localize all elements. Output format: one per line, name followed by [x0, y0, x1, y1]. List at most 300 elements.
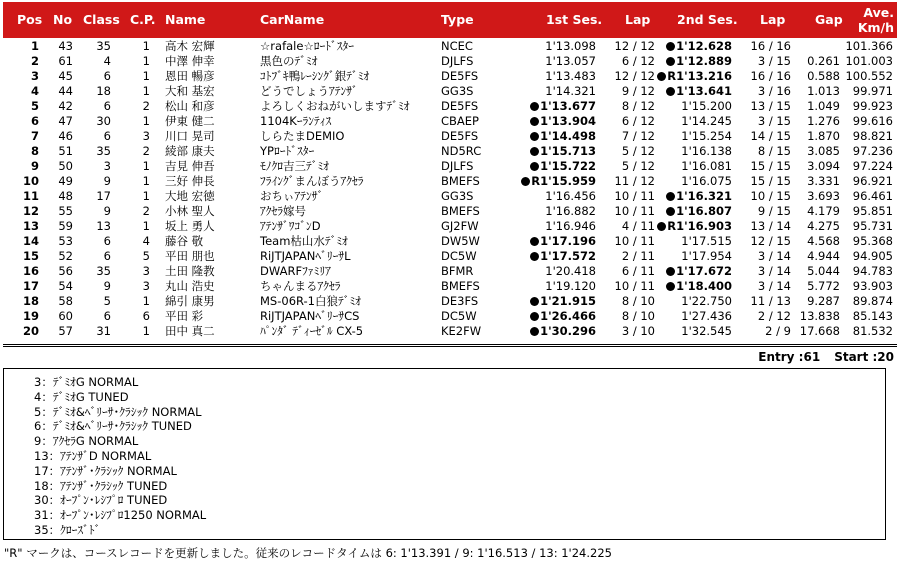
table-row: [3, 309, 897, 324]
cell-average-speed: 94.905: [852, 249, 893, 263]
cell-class: 17: [96, 189, 111, 203]
cell-pos: 6: [30, 114, 39, 128]
header-1st-session: 1st Ses.: [546, 12, 603, 27]
cell-2nd-session: [643, 69, 732, 84]
cell-lap-1: 10 / 11: [614, 204, 655, 218]
record-marker: R: [531, 174, 541, 188]
cell-cp: 1: [142, 84, 150, 98]
cell-carname: MS-06R-1白狼ﾃﾞﾐｵ: [260, 294, 361, 308]
entry-summary: [744, 350, 894, 364]
cell-type: GG3S: [441, 84, 474, 98]
cell-1st-session: 1'15.722: [501, 159, 596, 174]
class-note-item: 5：ﾃﾞﾐｵ&ﾍﾞﾘｰｻ･ｸﾗｼｯｸ NORMAL: [34, 404, 202, 419]
cell-2nd-session: 1'12.889: [643, 54, 732, 69]
class-notes-box: [3, 368, 886, 540]
cell-lap-2: 15 / 15: [750, 159, 791, 173]
cell-1st-session: 1'17.196: [501, 234, 596, 249]
cell-lap-1: 6 / 12: [621, 114, 655, 128]
cell-lap-2: 3 / 16: [757, 84, 791, 98]
cell-gap: 17.668: [799, 324, 840, 338]
cell-no: 50: [58, 159, 73, 173]
cell-lap-2: 2 / 12: [757, 309, 791, 323]
cell-cp: 1: [142, 114, 150, 128]
cell-carname: ﾓﾉｸﾛ吉三ﾃﾞﾐｵ: [260, 159, 329, 173]
cell-name: 綾部 康夫: [165, 144, 215, 158]
class-note-item: 6：ﾃﾞﾐｵ&ﾍﾞﾘｰｻ･ｸﾗｼｯｸ TUNED: [34, 419, 192, 434]
cell-1st-session: 1'17.572: [501, 249, 596, 264]
cell-lap-1: 10 / 11: [614, 279, 655, 293]
cell-cp: 3: [142, 264, 150, 278]
cell-average-speed: 95.368: [852, 234, 893, 248]
cell-class: 4: [103, 54, 111, 68]
cell-lap-2: 3 / 14: [757, 279, 791, 293]
cell-carname: 1104Kｰﾗﾝﾃｨｽ: [260, 114, 332, 128]
cell-gap: 3.693: [807, 189, 840, 203]
cell-average-speed: 96.921: [852, 174, 893, 188]
cell-lap-2: 9 / 15: [757, 204, 791, 218]
cell-2nd-session: 1'12.628: [643, 39, 732, 54]
header-cp: C.P.: [130, 12, 156, 27]
table-row: [3, 69, 897, 84]
header-ave-line1: Ave.: [863, 5, 894, 20]
cell-average-speed: 99.923: [852, 99, 893, 113]
cell-carname: DWARFﾌｧﾐﾘｱ: [260, 264, 331, 278]
table-row: [3, 219, 897, 234]
cell-cp: 6: [142, 309, 150, 323]
table-row: [3, 324, 897, 339]
cell-2nd-session: 1'16.807: [643, 204, 732, 219]
header-carname: CarName: [260, 12, 325, 27]
cell-pos: 7: [30, 129, 39, 143]
cell-cp: 1: [142, 54, 150, 68]
class-note-item: 31：ｵｰﾌﾟﾝ･ﾚｼﾌﾟﾛ1250 NORMAL: [34, 508, 207, 523]
cell-cp: 4: [142, 234, 150, 248]
cell-lap-1: 8 / 12: [621, 99, 655, 113]
session-time: 1'13.216: [676, 69, 732, 83]
table-row: [3, 264, 897, 279]
cell-lap-2: 16 / 16: [750, 69, 791, 83]
cell-lap-1: 8 / 10: [621, 309, 655, 323]
cell-class: 5: [103, 294, 111, 308]
cell-lap-1: 9 / 12: [621, 84, 655, 98]
cell-no: 53: [58, 234, 73, 248]
cell-class: 18: [96, 84, 111, 98]
cell-name: 平田 朋也: [165, 249, 215, 263]
cell-no: 43: [58, 39, 73, 53]
cell-average-speed: 98.821: [852, 129, 893, 143]
cell-name: 坂上 勇人: [165, 219, 215, 233]
cell-lap-2: 13 / 14: [750, 219, 791, 233]
table-row: [3, 84, 897, 99]
table-row: [3, 294, 897, 309]
cell-average-speed: 94.783: [852, 264, 893, 278]
cell-gap: 5.772: [807, 279, 840, 293]
cell-type: GG3S: [441, 189, 474, 203]
cell-gap: 13.838: [799, 309, 840, 323]
cell-cp: 2: [142, 204, 150, 218]
session-time: 1'16.903: [676, 219, 732, 233]
cell-lap-2: 8 / 15: [757, 144, 791, 158]
cell-class: 6: [103, 234, 111, 248]
cell-no: 57: [58, 324, 73, 338]
cell-carname: RiJTJAPANﾍﾞﾘｰｻL: [260, 249, 351, 263]
cell-class: 6: [103, 99, 111, 113]
cell-gap: 4.568: [807, 234, 840, 248]
cell-carname: 黒色のﾃﾞﾐｵ: [260, 54, 318, 68]
cell-name: 中澤 伸幸: [165, 54, 215, 68]
cell-name: 平田 彩: [165, 309, 204, 323]
cell-1st-session: 1'14.498: [501, 129, 596, 144]
class-note-item: 4：ﾃﾞﾐｵG TUNED: [34, 389, 129, 404]
cell-2nd-session: 1'16.075: [681, 174, 732, 188]
cell-pos: 20: [22, 324, 39, 338]
class-note-item: 13：ｱﾃﾝｻﾞD NORMAL: [34, 448, 152, 463]
cell-gap: 1.049: [807, 99, 840, 113]
cell-name: 高木 宏輝: [165, 39, 215, 53]
cell-class: 9: [103, 204, 111, 218]
cell-class: 6: [103, 309, 111, 323]
cell-type: CBAEP: [441, 114, 479, 128]
cell-pos: 9: [30, 159, 39, 173]
cell-carname: ｺﾄﾌﾞｷ鴨ﾚｰｼﾝｸﾞ銀ﾃﾞﾐｵ: [260, 69, 370, 83]
cell-type: DC5W: [441, 249, 477, 263]
cell-average-speed: 95.851: [852, 204, 893, 218]
cell-lap-1: 5 / 12: [621, 159, 655, 173]
start-count: Start :20: [834, 350, 894, 364]
cell-pos: 1: [30, 39, 39, 53]
cell-2nd-session: 1'16.321: [643, 189, 732, 204]
header-pos: Pos: [17, 12, 43, 27]
cell-lap-2: 13 / 15: [750, 99, 791, 113]
header-type: Type: [441, 12, 474, 27]
header-no: No: [53, 12, 73, 27]
header-lap-1: Lap: [625, 12, 651, 27]
cell-average-speed: 85.143: [852, 309, 893, 323]
cell-1st-session: 1'13.057: [545, 54, 596, 68]
cell-1st-session: 1'16.456: [545, 189, 596, 203]
cell-class: 31: [96, 324, 111, 338]
cell-carname: YPﾛｰﾄﾞｽﾀｰ: [260, 144, 315, 158]
cell-gap: 3.094: [807, 159, 840, 173]
cell-type: DW5W: [441, 234, 480, 248]
cell-pos: 2: [30, 54, 39, 68]
cell-type: DC5W: [441, 309, 477, 323]
cell-average-speed: 101.366: [845, 39, 893, 53]
cell-lap-1: 12 / 12: [614, 39, 655, 53]
table-row: [3, 39, 897, 54]
cell-2nd-session: 1'22.750: [681, 294, 732, 308]
cell-2nd-session: 1'14.245: [681, 114, 732, 128]
cell-1st-session: 1'16.882: [545, 204, 596, 218]
cell-pos: 11: [22, 189, 39, 203]
cell-pos: 5: [30, 99, 39, 113]
cell-cp: 1: [142, 294, 150, 308]
cell-1st-session: 1'13.483: [545, 69, 596, 83]
cell-name: 恩田 暢彦: [165, 69, 215, 83]
table-row: [3, 114, 897, 129]
cell-lap-2: 12 / 15: [750, 234, 791, 248]
cell-no: 51: [58, 144, 73, 158]
cell-pos: 4: [30, 84, 39, 98]
cell-type: BFMR: [441, 264, 474, 278]
cell-lap-2: 14 / 15: [750, 129, 791, 143]
cell-2nd-session: 1'16.138: [681, 144, 732, 158]
cell-type: KE2FW: [441, 324, 482, 338]
cell-cp: 1: [142, 189, 150, 203]
cell-class: 9: [103, 174, 111, 188]
cell-lap-1: 5 / 12: [621, 144, 655, 158]
cell-no: 47: [58, 114, 73, 128]
cell-lap-1: 7 / 12: [621, 129, 655, 143]
class-note-item: 35：ｸﾛｰｽﾞﾄﾞ: [34, 522, 101, 537]
cell-pos: 10: [22, 174, 39, 188]
cell-cp: 1: [142, 174, 150, 188]
cell-class: 30: [96, 114, 111, 128]
cell-1st-session: 1'15.713: [501, 144, 596, 159]
cell-gap: 9.287: [807, 294, 840, 308]
cell-pos: 15: [22, 249, 39, 263]
cell-2nd-session: [643, 219, 732, 234]
cell-lap-1: 8 / 10: [621, 294, 655, 308]
header-name: Name: [165, 12, 206, 27]
cell-name: 丸山 浩史: [165, 279, 215, 293]
table-divider: [3, 344, 897, 345]
record-marker: R: [667, 219, 677, 233]
cell-lap-2: 15 / 15: [750, 174, 791, 188]
cell-type: DE5FS: [441, 69, 479, 83]
cell-2nd-session: 1'17.515: [681, 234, 732, 248]
table-row: [3, 99, 897, 114]
cell-pos: 16: [22, 264, 39, 278]
cell-name: 綿引 康男: [165, 294, 215, 308]
cell-no: 54: [58, 279, 73, 293]
cell-lap-1: 3 / 10: [621, 324, 655, 338]
cell-name: 土田 隆教: [165, 264, 215, 278]
header-lap-2: Lap: [760, 12, 786, 27]
cell-name: 三好 伸長: [165, 174, 215, 188]
cell-cp: 1: [142, 324, 150, 338]
class-note-item: 17：ｱﾃﾝｻﾞ･ｸﾗｼｯｸ NORMAL: [34, 463, 177, 478]
class-note-item: 9：ｱｸｾﾗG NORMAL: [34, 434, 139, 449]
cell-average-speed: 93.903: [852, 279, 893, 293]
cell-class: 9: [103, 279, 111, 293]
cell-type: DE3FS: [441, 294, 479, 308]
cell-pos: 17: [22, 279, 39, 293]
cell-gap: 1.870: [807, 129, 840, 143]
cell-cp: 3: [142, 279, 150, 293]
cell-class: 3: [103, 159, 111, 173]
cell-cp: 2: [142, 99, 150, 113]
cell-1st-session: 1'13.677: [501, 99, 596, 114]
cell-name: 小林 聖人: [165, 204, 215, 218]
cell-pos: 18: [22, 294, 39, 308]
cell-gap: 0.261: [807, 54, 840, 68]
cell-lap-1: 6 / 11: [621, 264, 655, 278]
cell-average-speed: 101.003: [845, 54, 893, 68]
class-notes-list: [4, 369, 885, 538]
cell-gap: 0.588: [807, 69, 840, 83]
cell-no: 42: [58, 99, 73, 113]
cell-average-speed: 81.532: [852, 324, 893, 338]
cell-average-speed: 97.236: [852, 144, 893, 158]
cell-cp: 3: [142, 129, 150, 143]
cell-pos: 8: [30, 144, 39, 158]
cell-no: 46: [58, 129, 73, 143]
cell-1st-session: 1'20.418: [545, 264, 596, 278]
cell-no: 58: [58, 294, 73, 308]
cell-name: 伊東 健二: [165, 114, 215, 128]
cell-lap-1: 10 / 11: [614, 189, 655, 203]
cell-no: 61: [58, 54, 73, 68]
cell-1st-session: 1'30.296: [501, 324, 596, 339]
cell-2nd-session: 1'27.436: [681, 309, 732, 323]
table-row: [3, 204, 897, 219]
cell-1st-session: 1'16.946: [545, 219, 596, 233]
cell-carname: おちぃｱﾃﾝｻﾞ: [260, 189, 324, 203]
cell-type: DJLFS: [441, 159, 474, 173]
cell-name: 松山 和彦: [165, 99, 215, 113]
table-row: [3, 249, 897, 264]
cell-no: 56: [58, 264, 73, 278]
cell-2nd-session: 1'16.081: [681, 159, 732, 173]
cell-name: 吉見 伸吾: [165, 159, 215, 173]
cell-type: DE5FS: [441, 99, 479, 113]
record-marker: R: [667, 69, 677, 83]
cell-type: BMEFS: [441, 279, 480, 293]
cell-carname: ｱﾃﾝｻﾞﾜｺﾞﾝD: [260, 219, 321, 233]
table-row: [3, 129, 897, 144]
cell-class: 35: [96, 39, 111, 53]
cell-cp: 5: [142, 249, 150, 263]
cell-carname: ☆rafale☆ﾛｰﾄﾞｽﾀｰ: [260, 39, 355, 53]
cell-gap: 1.013: [807, 84, 840, 98]
cell-carname: どうでしょうｱﾃﾝｻﾞ: [260, 84, 358, 98]
cell-average-speed: 99.971: [852, 84, 893, 98]
cell-type: DJLFS: [441, 54, 474, 68]
cell-class: 6: [103, 69, 111, 83]
table-row: [3, 174, 897, 189]
cell-cp: 1: [142, 159, 150, 173]
cell-pos: 13: [22, 219, 39, 233]
cell-name: 大和 基宏: [165, 84, 215, 98]
cell-class: 35: [96, 144, 111, 158]
table-row: [3, 54, 897, 69]
class-note-item: 30：ｵｰﾌﾟﾝ･ﾚｼﾌﾟﾛ TUNED: [34, 493, 168, 508]
cell-cp: 1: [142, 219, 150, 233]
cell-carname: Team枯山水ﾃﾞﾐｵ: [260, 234, 348, 248]
cell-lap-1: 2 / 11: [621, 249, 655, 263]
cell-name: 大地 宏徳: [165, 189, 215, 203]
cell-2nd-session: 1'32.545: [681, 324, 732, 338]
cell-type: DE5FS: [441, 129, 479, 143]
cell-carname: よろしくおねがいしますﾃﾞﾐｵ: [260, 99, 410, 113]
table-divider: [3, 346, 897, 347]
cell-no: 52: [58, 249, 73, 263]
header-gap: Gap: [815, 12, 843, 27]
cell-lap-1: 11 / 12: [614, 174, 655, 188]
cell-type: BMEFS: [441, 204, 480, 218]
cell-gap: 5.044: [807, 264, 840, 278]
cell-2nd-session: 1'15.254: [681, 129, 732, 143]
cell-type: NCEC: [441, 39, 473, 53]
cell-cp: 1: [142, 39, 150, 53]
cell-carname: しらたまDEMIO: [260, 129, 345, 143]
table-row: [3, 234, 897, 249]
cell-gap: 4.944: [807, 249, 840, 263]
table-row: [3, 159, 897, 174]
cell-no: 55: [58, 204, 73, 218]
cell-1st-session: 1'13.098: [545, 39, 596, 53]
cell-class: 6: [103, 249, 111, 263]
cell-1st-session: 1'14.321: [545, 84, 596, 98]
cell-lap-2: 3 / 14: [757, 264, 791, 278]
cell-2nd-session: 1'13.641: [643, 84, 732, 99]
cell-1st-session: 1'13.904: [501, 114, 596, 129]
cell-1st-session: 1'21.915: [501, 294, 596, 309]
cell-no: 49: [58, 174, 73, 188]
cell-lap-2: 16 / 16: [750, 39, 791, 53]
cell-name: 田中 真二: [165, 324, 215, 338]
class-note-item: 3：ﾃﾞﾐｵG NORMAL: [34, 375, 139, 389]
cell-average-speed: 96.461: [852, 189, 893, 203]
cell-lap-1: 12 / 12: [614, 69, 655, 83]
cell-carname: ﾊﾟﾝﾀﾞ ﾃﾞｨｰｾﾞﾙ CX-5: [260, 324, 364, 338]
cell-lap-1: 6 / 12: [621, 54, 655, 68]
cell-gap: [798, 39, 840, 54]
results-table: [3, 39, 897, 339]
cell-gap: 3.085: [807, 144, 840, 158]
cell-class: 13: [96, 219, 111, 233]
header-average-speed: [834, 5, 894, 41]
cell-carname: ちゃんまるｱｸｾﾗ: [260, 279, 341, 293]
header-class: Class: [83, 12, 120, 27]
cell-lap-2: 2 / 9: [765, 324, 791, 338]
cell-lap-1: 4 / 11: [621, 219, 655, 233]
cell-lap-2: 11 / 13: [750, 294, 791, 308]
cell-lap-2: 10 / 15: [750, 189, 791, 203]
cell-1st-session: 1'19.120: [545, 279, 596, 293]
cell-lap-2: 3 / 15: [757, 54, 791, 68]
cell-carname: ﾌﾗｲﾝｸﾞまんぼうｱｸｾﾗ: [260, 174, 364, 188]
results-header: [3, 2, 897, 38]
cell-no: 60: [58, 309, 73, 323]
cell-cp: 1: [142, 69, 150, 83]
cell-no: 59: [58, 219, 73, 233]
class-note-item: 18：ｱﾃﾝｻﾞ･ｸﾗｼｯｸ TUNED: [34, 478, 168, 493]
cell-carname: ｱｸｾﾗ嫁号: [260, 204, 306, 218]
cell-carname: RiJTJAPANﾍﾞﾘｰｻCS: [260, 309, 360, 323]
cell-lap-2: 3 / 14: [757, 249, 791, 263]
entry-count: Entry :61: [758, 350, 821, 364]
cell-2nd-session: 1'15.200: [681, 99, 732, 113]
cell-type: BMEFS: [441, 174, 480, 188]
cell-gap: 4.179: [807, 204, 840, 218]
cell-cp: 2: [142, 144, 150, 158]
record-footnote: "R" マークは、コースレコードを更新しました。従来のレコードタイムは 6: 1'13.391 / 9: 1'16.513 / 13: 1'24.225: [4, 546, 612, 560]
cell-gap: 1.276: [807, 114, 840, 128]
cell-pos: 14: [22, 234, 39, 248]
cell-average-speed: 97.224: [852, 159, 893, 173]
cell-1st-session: 1'26.466: [501, 309, 596, 324]
table-row: [3, 144, 897, 159]
table-row: [3, 189, 897, 204]
cell-pos: 12: [22, 204, 39, 218]
cell-2nd-session: 1'18.400: [643, 279, 732, 294]
cell-average-speed: 100.552: [845, 69, 893, 83]
cell-2nd-session: 1'17.672: [643, 264, 732, 279]
cell-average-speed: 95.731: [852, 219, 893, 233]
cell-class: 35: [96, 264, 111, 278]
